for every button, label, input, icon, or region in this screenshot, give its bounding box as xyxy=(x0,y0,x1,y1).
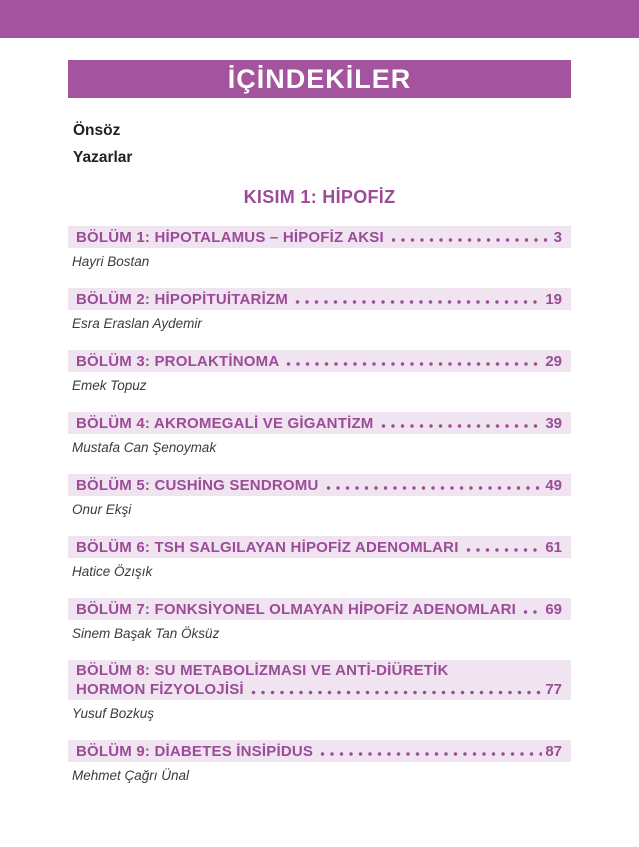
dot-leader xyxy=(523,598,542,620)
chapter-title: BÖLÜM 3: PROLAKTİNOMA xyxy=(76,352,280,370)
chapter-title-bar xyxy=(68,598,571,620)
dot-leader xyxy=(320,740,542,762)
chapter-title-bar xyxy=(68,226,571,248)
toc-entry-6 xyxy=(68,536,571,579)
chapter-title-row-1 xyxy=(76,661,562,680)
chapter-title-bar xyxy=(68,536,571,558)
chapter-page-number: 87 xyxy=(545,742,562,760)
front-matter-onsoz: Önsöz xyxy=(73,122,121,139)
dot-leader xyxy=(381,412,543,434)
chapter-page-number: 3 xyxy=(553,228,562,246)
page-title: İÇİNDEKİLER xyxy=(227,64,412,94)
toc-entries xyxy=(68,226,571,783)
chapter-title: BÖLÜM 7: FONKSİYONEL OLMAYAN HİPOFİZ ADENOMLARI xyxy=(76,600,516,618)
dot-leader xyxy=(326,474,543,496)
chapter-title-bar xyxy=(68,740,571,762)
chapter-page-number: 19 xyxy=(545,290,562,308)
chapter-page-number: 49 xyxy=(545,476,562,494)
toc-entry-2 xyxy=(68,288,571,331)
chapter-title: BÖLÜM 9: DİABETES İNSİPİDUS xyxy=(76,742,314,760)
chapter-page-number: 29 xyxy=(545,352,562,370)
page-title-banner xyxy=(68,60,571,98)
dot-leader xyxy=(295,288,542,310)
chapter-author: Hayri Bostan xyxy=(72,254,150,269)
chapter-title-line1: BÖLÜM 8: SU METABOLİZMASI VE ANTİ-DİÜRETİK xyxy=(76,662,449,679)
toc-entry-3 xyxy=(68,350,571,393)
chapter-title: BÖLÜM 6: TSH SALGILAYAN HİPOFİZ ADENOMLARI xyxy=(76,538,459,556)
toc-entry-9 xyxy=(68,740,571,783)
chapter-title-line2: HORMON FİZYOLOJİSİ xyxy=(76,681,244,698)
toc-entry-7 xyxy=(68,598,571,641)
toc-entry-4 xyxy=(68,412,571,455)
chapter-author: Mustafa Can Şenoymak xyxy=(72,440,217,455)
chapter-title-bar xyxy=(68,288,571,310)
chapter-title-bar xyxy=(68,660,571,700)
dot-leader xyxy=(466,536,543,558)
chapter-page-number: 77 xyxy=(545,681,562,698)
toc-entry-8 xyxy=(68,660,571,721)
front-matter xyxy=(68,117,571,171)
chapter-title-bar xyxy=(68,350,571,372)
chapter-title-bar xyxy=(68,412,571,434)
chapter-page-number: 39 xyxy=(545,414,562,432)
chapter-author: Mehmet Çağrı Ünal xyxy=(72,768,190,783)
toc-content xyxy=(68,117,571,783)
top-accent-bar xyxy=(0,0,639,38)
dot-leader xyxy=(286,350,542,372)
chapter-title-row-2 xyxy=(76,680,562,699)
section-heading: KISIM 1: HİPOFİZ xyxy=(243,187,396,207)
toc-entry-5 xyxy=(68,474,571,517)
chapter-author: Emek Topuz xyxy=(72,378,147,393)
chapter-author: Onur Ekşi xyxy=(72,502,132,517)
chapter-page-number: 69 xyxy=(545,600,562,618)
chapter-author: Yusuf Bozkuş xyxy=(72,706,155,721)
front-matter-yazarlar: Yazarlar xyxy=(73,149,133,166)
dot-leader xyxy=(391,226,551,248)
chapter-author: Hatice Özışık xyxy=(72,564,153,579)
chapter-author: Esra Eraslan Aydemir xyxy=(72,316,202,331)
chapter-author: Sinem Başak Tan Öksüz xyxy=(72,626,220,641)
toc-entry-1 xyxy=(68,226,571,269)
dot-leader xyxy=(251,680,543,699)
chapter-title: BÖLÜM 4: AKROMEGALİ VE GİGANTİZM xyxy=(76,414,374,432)
chapter-page-number: 61 xyxy=(545,538,562,556)
chapter-title-bar xyxy=(68,474,571,496)
chapter-title: BÖLÜM 1: HİPOTALAMUS – HİPOFİZ AKSI xyxy=(76,228,384,246)
chapter-title: BÖLÜM 5: CUSHİNG SENDROMU xyxy=(76,476,319,494)
chapter-title: BÖLÜM 2: HİPOPİTUİTARİZM xyxy=(76,290,289,308)
